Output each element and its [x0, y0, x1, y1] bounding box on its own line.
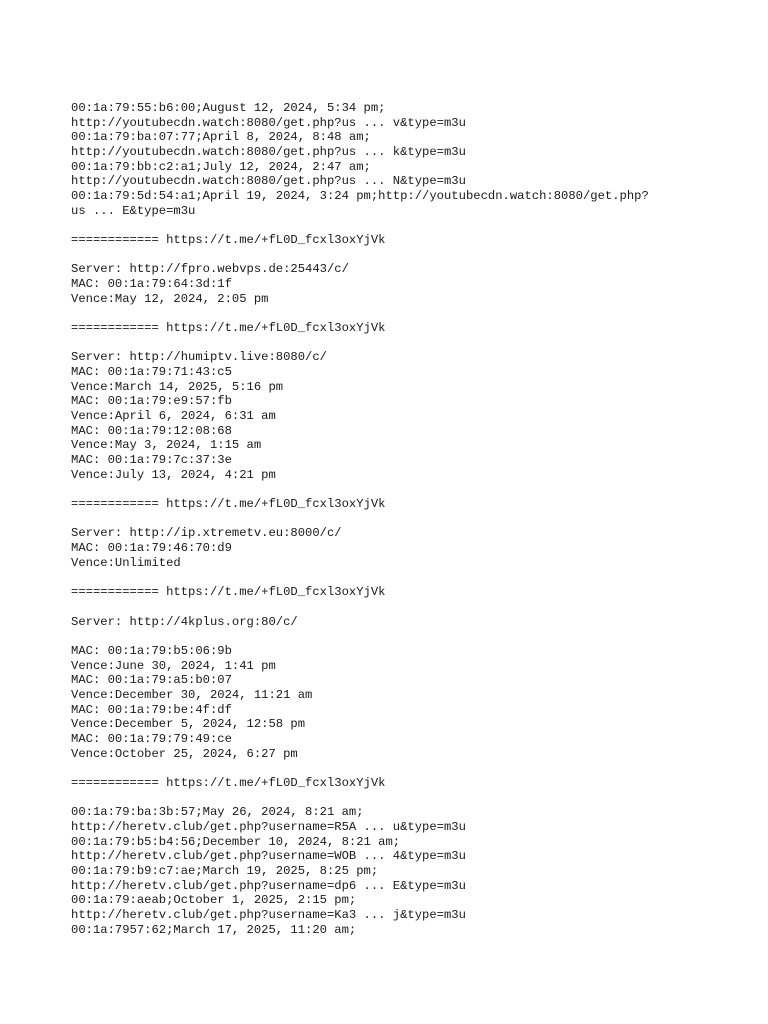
blank-line — [71, 482, 711, 497]
text-line: MAC: 00:1a:79:79:49:ce — [71, 731, 232, 746]
text-line: http://youtubecdn.watch:8080/get.php?us ... N&type=m3u — [71, 174, 466, 189]
blank-line — [71, 336, 711, 351]
text-line: 00:1a:79:aeab;October 1, 2025, 2:15 pm; — [71, 893, 357, 908]
text-line: http://heretv.club/get.php?username=dp6 ... E&type=m3u — [71, 878, 466, 893]
text-line: ============ https://t.me/+fL0D_fcxl3oxYjVk — [71, 775, 386, 790]
text-line: Vence:December 30, 2024, 11:21 am — [71, 687, 313, 702]
blank-line — [71, 629, 711, 644]
text-line: Vence:March 14, 2025, 5:16 pm — [71, 379, 284, 394]
text-line: Vence:May 12, 2024, 2:05 pm — [71, 291, 269, 306]
text-line: us ... E&type=m3u — [71, 203, 196, 218]
blank-line — [71, 761, 711, 776]
text-line: Vence:October 25, 2024, 6:27 pm — [71, 746, 298, 761]
text-line: ============ https://t.me/+fL0D_fcxl3oxYjVk — [71, 497, 386, 512]
text-line: 00:1a:79:55:b6:00;August 12, 2024, 5:34 pm; — [71, 101, 386, 115]
text-line: Vence:May 3, 2024, 1:15 am — [71, 438, 262, 453]
text-line: MAC: 00:1a:79:64:3d:1f — [71, 277, 232, 292]
text-line: http://heretv.club/get.php?username=WOB ... 4&type=m3u — [71, 849, 466, 864]
text-line: MAC: 00:1a:79:be:4f:df — [71, 702, 232, 717]
text-line: Server: http://fpro.webvps.de:25443/c/ — [71, 262, 349, 277]
blank-line — [71, 512, 711, 527]
text-line: MAC: 00:1a:79:a5:b0:07 — [71, 673, 232, 688]
blank-line — [71, 218, 711, 233]
text-line: Vence:Unlimited — [71, 555, 181, 570]
text-line: Server: http://4kplus.org:80/c/ — [71, 614, 298, 629]
text-line: http://youtubecdn.watch:8080/get.php?us ... v&type=m3u — [71, 115, 466, 130]
document-text — [71, 101, 711, 937]
text-line: http://youtubecdn.watch:8080/get.php?us ... k&type=m3u — [71, 145, 466, 160]
blank-line — [71, 306, 711, 321]
text-line: MAC: 00:1a:79:12:08:68 — [71, 423, 232, 438]
text-line: MAC: 00:1a:79:e9:57:fb — [71, 394, 232, 409]
blank-line — [71, 571, 711, 586]
text-line: ============ https://t.me/+fL0D_fcxl3oxYjVk — [71, 321, 386, 336]
blank-line — [71, 791, 711, 806]
blank-line — [71, 600, 711, 615]
text-line: MAC: 00:1a:79:71:43:c5 — [71, 365, 232, 380]
text-line: http://heretv.club/get.php?username=Ka3 ... j&type=m3u — [71, 907, 466, 922]
text-line: 00:1a:79:5d:54:a1;April 19, 2024, 3:24 pm;http://youtubecdn.watch:8080/get.php? — [71, 189, 649, 204]
text-line: http://heretv.club/get.php?username=R5A ... u&type=m3u — [71, 819, 466, 834]
text-line: Server: http://humiptv.live:8080/c/ — [71, 350, 327, 365]
text-line: Vence:December 5, 2024, 12:58 pm — [71, 717, 306, 732]
text-line: ============ https://t.me/+fL0D_fcxl3oxYjVk — [71, 585, 386, 600]
text-line: Vence:June 30, 2024, 1:41 pm — [71, 658, 276, 673]
text-line: 00:1a:79:ba:07:77;April 8, 2024, 8:48 am; — [71, 130, 371, 145]
text-line: MAC: 00:1a:79:7c:37:3e — [71, 453, 232, 468]
text-line: Vence:July 13, 2024, 4:21 pm — [71, 467, 276, 482]
blank-line — [71, 248, 711, 263]
text-line: ============ https://t.me/+fL0D_fcxl3oxYjVk — [71, 233, 386, 248]
text-line: 00:1a:7957:62;March 17, 2025, 11:20 am; — [71, 922, 357, 937]
text-line: MAC: 00:1a:79:46:70:d9 — [71, 541, 232, 556]
text-line: 00:1a:79:bb:c2:a1;July 12, 2024, 2:47 am; — [71, 159, 371, 174]
text-line: 00:1a:79:b5:b4:56;December 10, 2024, 8:21 am; — [71, 834, 401, 849]
text-line: 00:1a:79:ba:3b:57;May 26, 2024, 8:21 am; — [71, 805, 364, 820]
text-line: Server: http://ip.xtremetv.eu:8000/c/ — [71, 526, 342, 541]
text-line: Vence:April 6, 2024, 6:31 am — [71, 409, 276, 424]
text-line: 00:1a:79:b9:c7:ae;March 19, 2025, 8:25 pm; — [71, 863, 379, 878]
text-line: MAC: 00:1a:79:b5:06:9b — [71, 643, 232, 658]
